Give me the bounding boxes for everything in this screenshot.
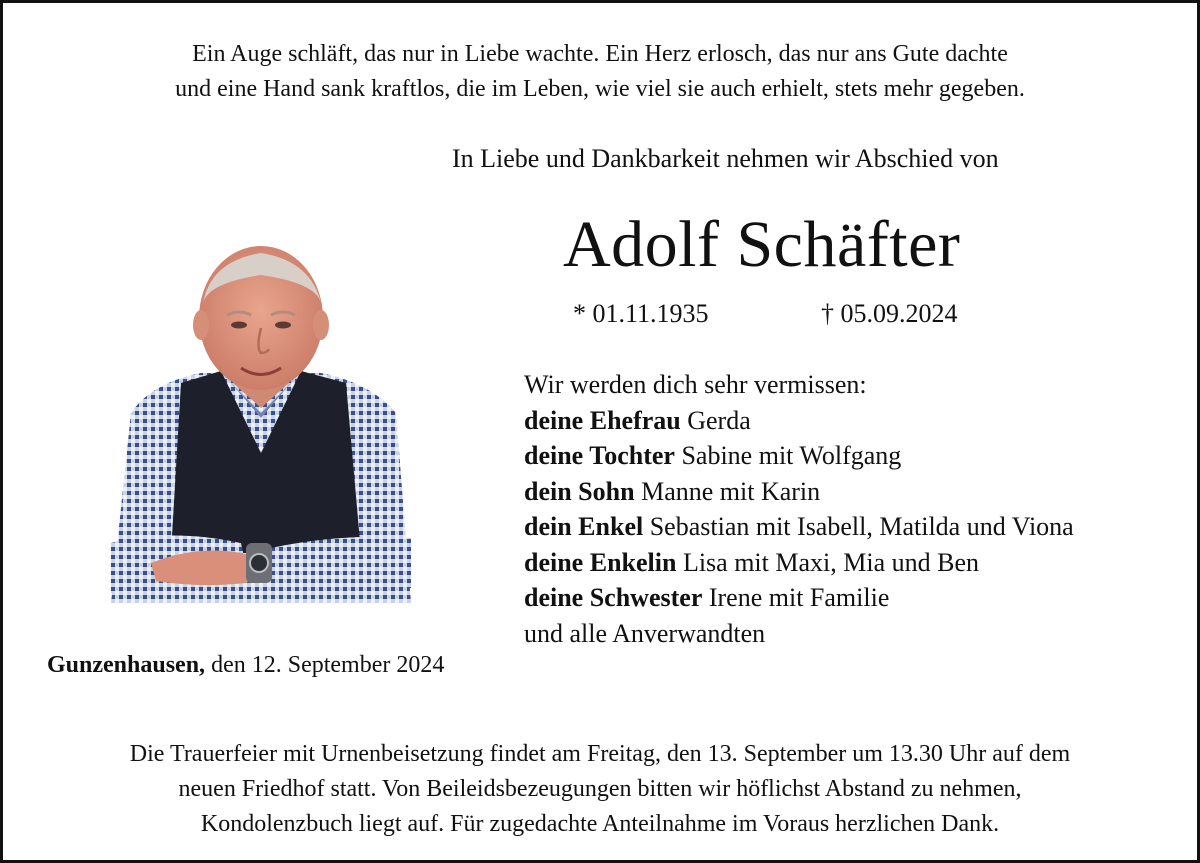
mourners-closing: und alle Anverwandten: [524, 618, 766, 648]
farewell-intro: In Liebe und Dankbarkeit nehmen wir Abschied von: [452, 144, 999, 173]
memorial-verse: [3, 37, 1197, 107]
mourner-names: Sabine mit Wolfgang: [681, 441, 902, 470]
ceremony-line-3: Kondolenzbuch liegt auf. Für zugedachte Anteilnahme im Voraus herzlichen Dank.: [200, 811, 1000, 837]
place-date: den 12. September 2024: [211, 652, 445, 678]
mourner-names: Gerda: [687, 405, 751, 435]
mourner-names: Lisa mit Maxi, Mia und Ben: [682, 547, 980, 577]
mourner-names: Irene mit Familie: [708, 583, 890, 612]
mourners-list: [524, 367, 1074, 651]
mourner-entry: [524, 403, 1074, 439]
mourner-relation: dein Enkel: [524, 512, 644, 541]
memorial-verse-line-1: Ein Auge schläft, das nur in Liebe wachte. Ein Herz erlosch, das nur ans Gute dachte: [192, 41, 1008, 67]
mourner-relation: deine Enkelin: [524, 547, 677, 577]
memorial-verse-line-2: und eine Hand sank kraftlos, die im Leben, wie viel sie auch erhielt, stets mehr gegeben.: [175, 76, 1025, 102]
birth-date: * 01.11.1935: [573, 299, 709, 328]
place-and-date: [47, 652, 444, 679]
mourner-entry: [524, 545, 1074, 581]
deceased-name: Adolf Schäfter: [563, 208, 961, 281]
ceremony-line-2: neuen Friedhof statt. Von Beileidsbezeugungen bitten wir höflichst Abstand zu nehmen,: [178, 776, 1022, 802]
ceremony-line-1: Die Trauerfeier mit Urnenbeisetzung findet am Freitag, den 13. September um 13.30 Uhr auf dem: [129, 741, 1071, 767]
mourners-heading: Wir werden dich sehr vermissen:: [524, 370, 867, 399]
mourner-relation: deine Schwester: [524, 583, 703, 612]
mourner-entry: [524, 580, 1074, 616]
place-town: Gunzenhausen,: [47, 652, 206, 678]
mourner-relation: deine Ehefrau: [524, 405, 681, 435]
mourner-entry: [524, 438, 1074, 474]
mourner-names: Sebastian mit Isabell, Matilda und Viona: [649, 512, 1074, 541]
ceremony-info: [3, 737, 1197, 842]
portrait-illustration: [111, 243, 411, 603]
mourner-entry: [524, 509, 1074, 545]
mourner-entry: [524, 474, 1074, 510]
mourner-names: Manne mit Karin: [641, 476, 821, 506]
mourner-relation: deine Tochter: [524, 441, 675, 470]
death-date: † 05.09.2024: [821, 299, 958, 328]
portrait-photo: [111, 243, 411, 603]
mourner-relation: dein Sohn: [524, 476, 635, 506]
